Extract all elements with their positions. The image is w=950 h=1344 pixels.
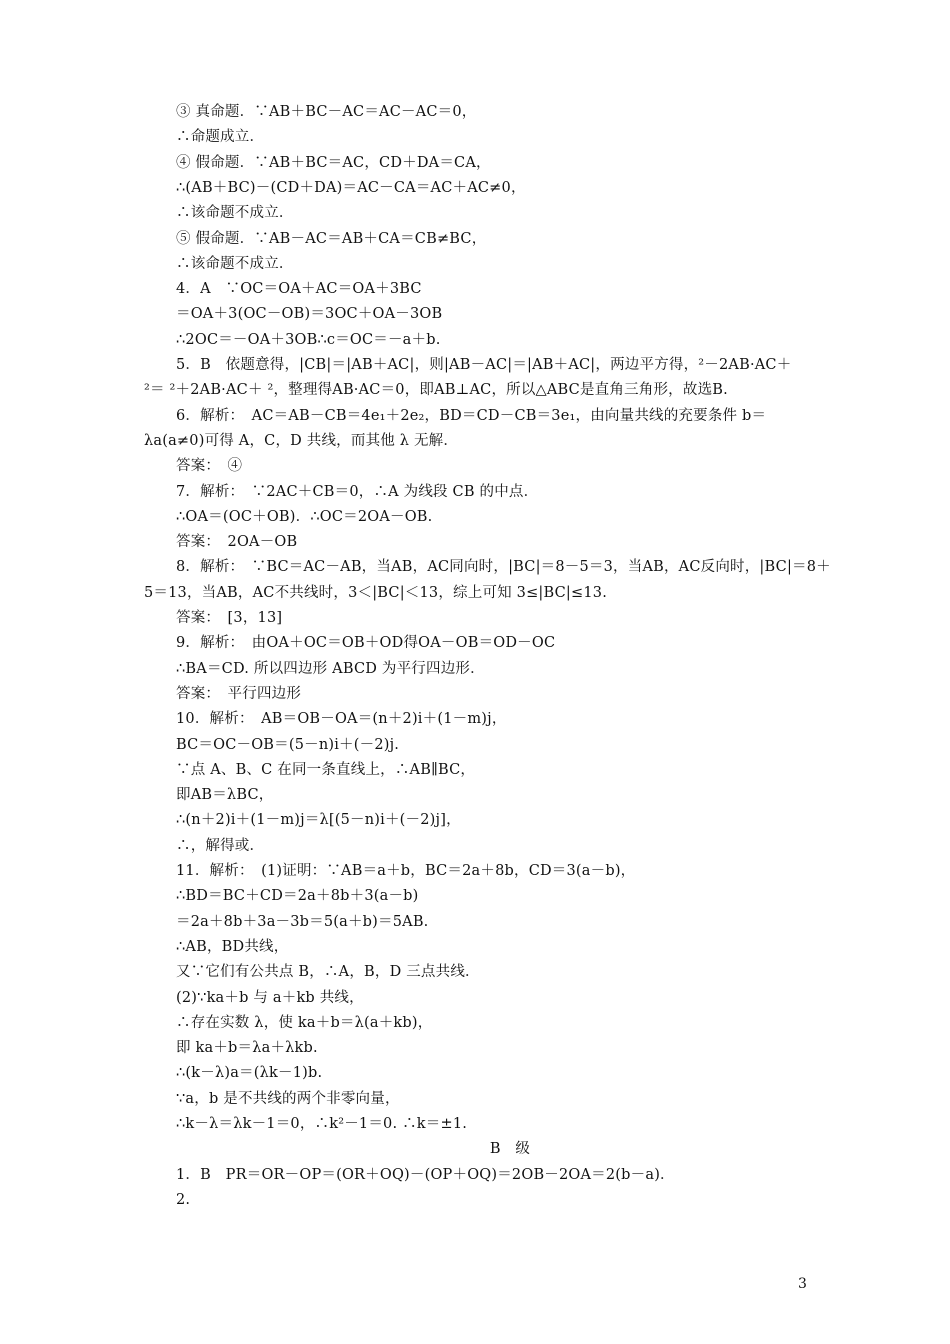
text-line: 又∵它们有公共点 B，∴A，B，D 三点共线． [176, 964, 480, 980]
text-line: 即AB＝λBC， [176, 787, 274, 803]
text-line: ∴OA＝(OC＋OB)．∴OC＝2OA－OB. [176, 509, 433, 525]
text-line: ∴该命题不成立． [176, 256, 294, 272]
text-line: ²＝ ²＋2AB·AC＋ ²，整理得AB·AC＝0，即AB⊥AC，所以△ABC是直角三角形，故选B. [144, 382, 728, 398]
text-line: 答案： ④ [176, 458, 243, 474]
text-line: ＝OA＋3(OC－OB)＝3OC＋OA－3OB [176, 306, 443, 322]
text-line: 答案： 2OA－OB [176, 534, 298, 550]
text-line: 1．B PR＝OR－OP＝(OR＋OQ)－(OP＋OQ)＝2OB－2OA＝2(b－a)． [176, 1167, 675, 1183]
text-line: ∴BD＝BC＋CD＝2a＋8b＋3(a－b) [176, 888, 419, 904]
text-line: ∵a，b 是不共线的两个非零向量， [176, 1091, 400, 1107]
text-line: ∴命题成立． [176, 129, 265, 145]
text-line: λa(a≠0)可得 A，C，D 共线，而其他 λ 无解． [144, 433, 459, 449]
text-line: ∴(n＋2)i＋(1－m)j＝λ[(5－n)i＋(－2)j]， [176, 812, 461, 828]
text-line: 4．A ∵OC＝OA＋AC＝OA＋3BC [176, 281, 422, 297]
text-line: ∴(k－λ)a＝(λk－1)b. [176, 1065, 323, 1081]
text-line: ∴AB，BD共线， [176, 939, 289, 955]
text-line: ∴BA＝CD. 所以四边形 ABCD 为平行四边形． [176, 661, 485, 677]
text-line: 答案： 平行四边形 [176, 686, 302, 702]
text-line: 8．解析： ∵BC＝AC－AB，当AB，AC同向时，|BC|＝8－5＝3，当AB，AC反向时，|BC|＝8＋ [176, 559, 831, 575]
text-line: ③ 真命题．∵AB＋BC－AC＝AC－AC＝0， [176, 104, 477, 120]
text-line: 5＝13，当AB，AC不共线时，3＜|BC|＜13，综上可知 3≤|BC|≤13. [144, 585, 608, 601]
text-line: 5．B 依题意得，|CB|＝|AB＋AC|，则|AB－AC|＝|AB＋AC|，两边平方得，²－2AB·AC＋ [176, 357, 792, 373]
text-line: ∵点 A、B、C 在同一条直线上，∴AB∥BC， [176, 762, 476, 778]
text-line: 6．解析： AC＝AB－CB＝4e₁＋2e₂，BD＝CD－CB＝3e₁，由向量共线的充要条件 b＝ [176, 408, 767, 424]
text-line: ∴，解得或． [176, 838, 265, 854]
text-line: ∴该命题不成立． [176, 205, 294, 221]
text-line: ∴存在实数 λ，使 ka＋b＝λ(a＋kb)， [176, 1015, 433, 1031]
text-line: ∴2OC＝－OA＋3OB∴c＝OC＝－a＋b. [176, 332, 441, 348]
text-line: B 级 [489, 1141, 531, 1157]
text-line: 11．解析： (1)证明：∵AB＝a＋b，BC＝2a＋8b，CD＝3(a－b)， [176, 863, 636, 879]
text-line: 2. [176, 1192, 191, 1208]
text-line: ④ 假命题．∵AB＋BC＝AC，CD＋DA＝CA， [176, 155, 491, 171]
text-line: ∴k－λ＝λk－1＝0，∴k²－1＝0. ∴k＝±1. [176, 1116, 468, 1132]
text-line: ⑤ 假命题．∵AB－AC＝AB＋CA＝CB≠BC， [176, 231, 487, 247]
text-line: ＝2a＋8b＋3a－3b＝5(a＋b)＝5AB. [176, 914, 429, 930]
text-line: 10．解析： AB＝OB－OA＝(n＋2)i＋(1－m)j， [176, 711, 507, 727]
text-line: 7．解析： ∵2AC＋CB＝0，∴A 为线段 CB 的中点． [176, 484, 539, 500]
text-line: ∴(AB＋BC)－(CD＋DA)＝AC－CA＝AC＋AC≠0， [176, 180, 526, 196]
text-line: 9．解析： 由OA＋OC＝OB＋OD得OA－OB＝OD－OC [176, 635, 556, 651]
text-line: BC＝OC－OB＝(5－n)i＋(－2)j. [176, 737, 400, 753]
text-line: 答案： [3，13] [176, 610, 283, 626]
page-number: 3 [798, 1276, 807, 1292]
text-line: (2)∵ka＋b 与 a＋kb 共线， [176, 990, 364, 1006]
text-line: 即 ka＋b＝λa＋λkb. [176, 1040, 318, 1056]
